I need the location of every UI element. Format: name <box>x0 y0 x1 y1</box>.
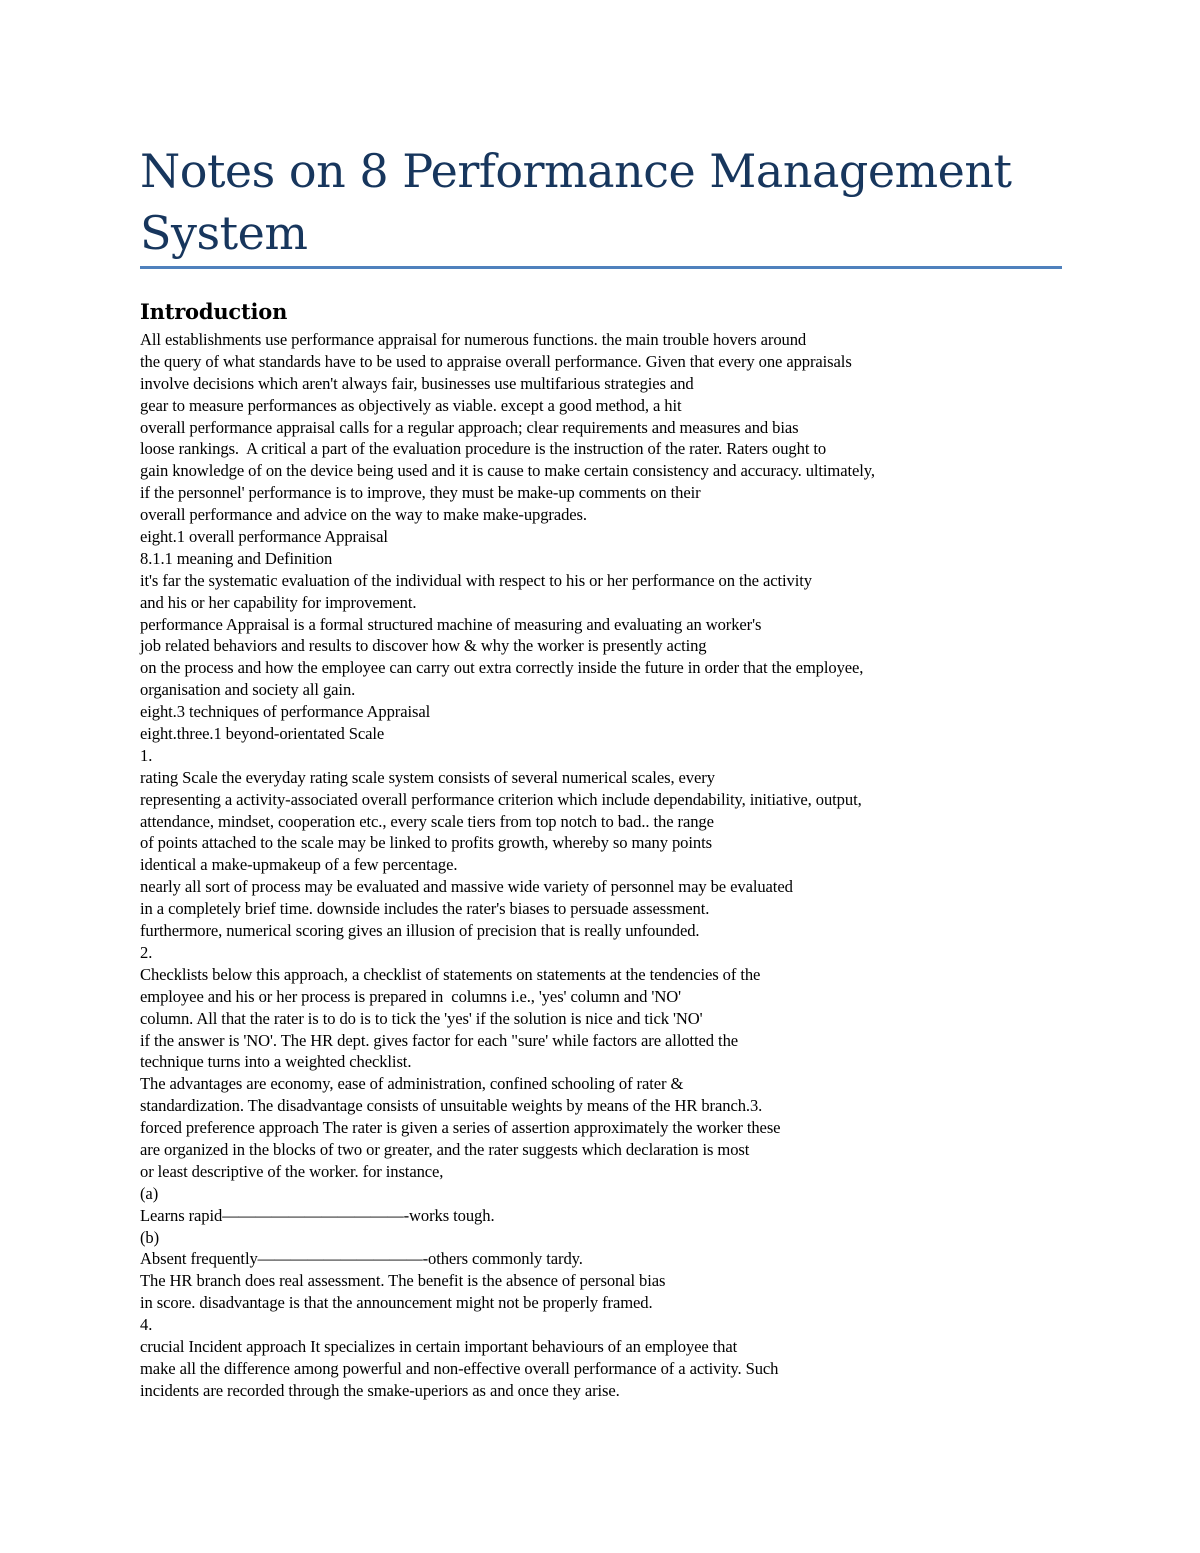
body-line: overall performance and advice on the way to make make-upgrades. <box>140 505 587 525</box>
body-line: in score. disadvantage is that the announcement might not be properly framed. <box>140 1293 653 1313</box>
body-line: eight.3 techniques of performance Appraisal <box>140 702 431 722</box>
title-line: Notes on 8 Performance Management <box>140 144 1012 198</box>
body-line: performance Appraisal is a formal structured machine of measuring and evaluating an worker's <box>140 614 762 634</box>
body-line: nearly all sort of process may be evaluated and massive wide variety of personnel may be evaluated <box>140 877 793 897</box>
body-line: (b) <box>140 1227 160 1247</box>
body-line: All establishments use performance appraisal for numerous functions. the main trouble hovers around <box>140 330 807 349</box>
body-line: The HR branch does real assessment. The benefit is the absence of personal bias <box>140 1271 666 1291</box>
body-line: identical a make-upmakeup of a few percentage. <box>140 855 458 875</box>
body-line: the query of what standards have to be used to appraise overall performance. Given that every one appraisals <box>140 351 852 371</box>
body-line: in a completely brief time. downside includes the rater's biases to persuade assessment. <box>140 899 710 919</box>
body-line: or least descriptive of the worker. for instance, <box>140 1161 444 1181</box>
body-line: 4. <box>140 1315 153 1335</box>
body-line: column. All that the rater is to do is to tick the 'yes' if the solution is nice and tick 'NO' <box>140 1008 703 1028</box>
body-text <box>140 329 1040 1402</box>
body-line: it's far the systematic evaluation of the individual with respect to his or her performance on the activity <box>140 570 812 590</box>
body-line: Learns rapid———————————-works tough. <box>140 1205 495 1225</box>
body-line: on the process and how the employee can carry out extra correctly inside the future in order that the employee, <box>140 658 864 678</box>
body-line: of points attached to the scale may be linked to profits growth, whereby so many points <box>140 833 712 853</box>
body-line: The advantages are economy, ease of administration, confined schooling of rater & <box>140 1074 684 1094</box>
body-line: are organized in the blocks of two or greater, and the rater suggests which declaration is most <box>140 1139 750 1159</box>
body-line: if the answer is 'NO'. The HR dept. gives factor for each "sure' while factors are allotted the <box>140 1030 739 1050</box>
body-line: if the personnel' performance is to improve, they must be make-up comments on their <box>140 483 701 503</box>
body-line: eight.three.1 beyond-orientated Scale <box>140 724 385 744</box>
body-line: technique turns into a weighted checklist. <box>140 1052 412 1072</box>
body-line: make all the difference among powerful and non-effective overall performance of a activity. Such <box>140 1358 779 1378</box>
title-line: System <box>140 206 308 260</box>
body-line: 2. <box>140 942 153 962</box>
body-line: 1. <box>140 745 153 765</box>
body-line: crucial Incident approach It specializes in certain important behaviours of an employee that <box>140 1336 738 1356</box>
body-line: and his or her capability for improvement. <box>140 592 417 612</box>
body-line: representing a activity-associated overall performance criterion which include dependability, initiative, output, <box>140 789 862 809</box>
body-line: rating Scale the everyday rating scale system consists of several numerical scales, every <box>140 767 715 787</box>
body-line: gear to measure performances as objectively as viable. except a good method, a hit <box>140 395 682 415</box>
body-line: Checklists below this approach, a checklist of statements on statements at the tendencies of the <box>140 964 761 984</box>
body-line: standardization. The disadvantage consists of unsuitable weights by means of the HR branch.3. <box>140 1096 763 1116</box>
body-line: eight.1 overall performance Appraisal <box>140 527 388 547</box>
body-line: attendance, mindset, cooperation etc., every scale tiers from top notch to bad.. the range <box>140 811 714 831</box>
section-heading: Introduction <box>140 299 288 324</box>
body-line: job related behaviors and results to discover how & why the worker is presently acting <box>140 636 707 656</box>
body-line: forced preference approach The rater is given a series of assertion approximately the worker these <box>140 1118 781 1138</box>
body-line: overall performance appraisal calls for a regular approach; clear requirements and measures and bias <box>140 417 799 437</box>
body-line: loose rankings. A critical a part of the evaluation procedure is the instruction of the rater. Raters ought to <box>140 439 827 459</box>
body-line: organisation and society all gain. <box>140 680 356 700</box>
body-line: gain knowledge of on the device being used and it is cause to make certain consistency and accuracy. ultimately, <box>140 461 875 481</box>
body-line: involve decisions which aren't always fair, businesses use multifarious strategies and <box>140 373 694 393</box>
body-line: (a) <box>140 1183 159 1203</box>
body-line: furthermore, numerical scoring gives an illusion of precision that is really unfounded. <box>140 921 700 941</box>
body-line: employee and his or her process is prepared in columns i.e., 'yes' column and 'NO' <box>140 986 681 1006</box>
body-line: Absent frequently——————————-others commonly tardy. <box>140 1249 583 1269</box>
title-underline <box>140 266 1062 269</box>
document-title <box>140 140 1070 264</box>
body-line: 8.1.1 meaning and Definition <box>140 548 333 568</box>
body-line: incidents are recorded through the smake-uperiors as and once they arise. <box>140 1380 620 1400</box>
